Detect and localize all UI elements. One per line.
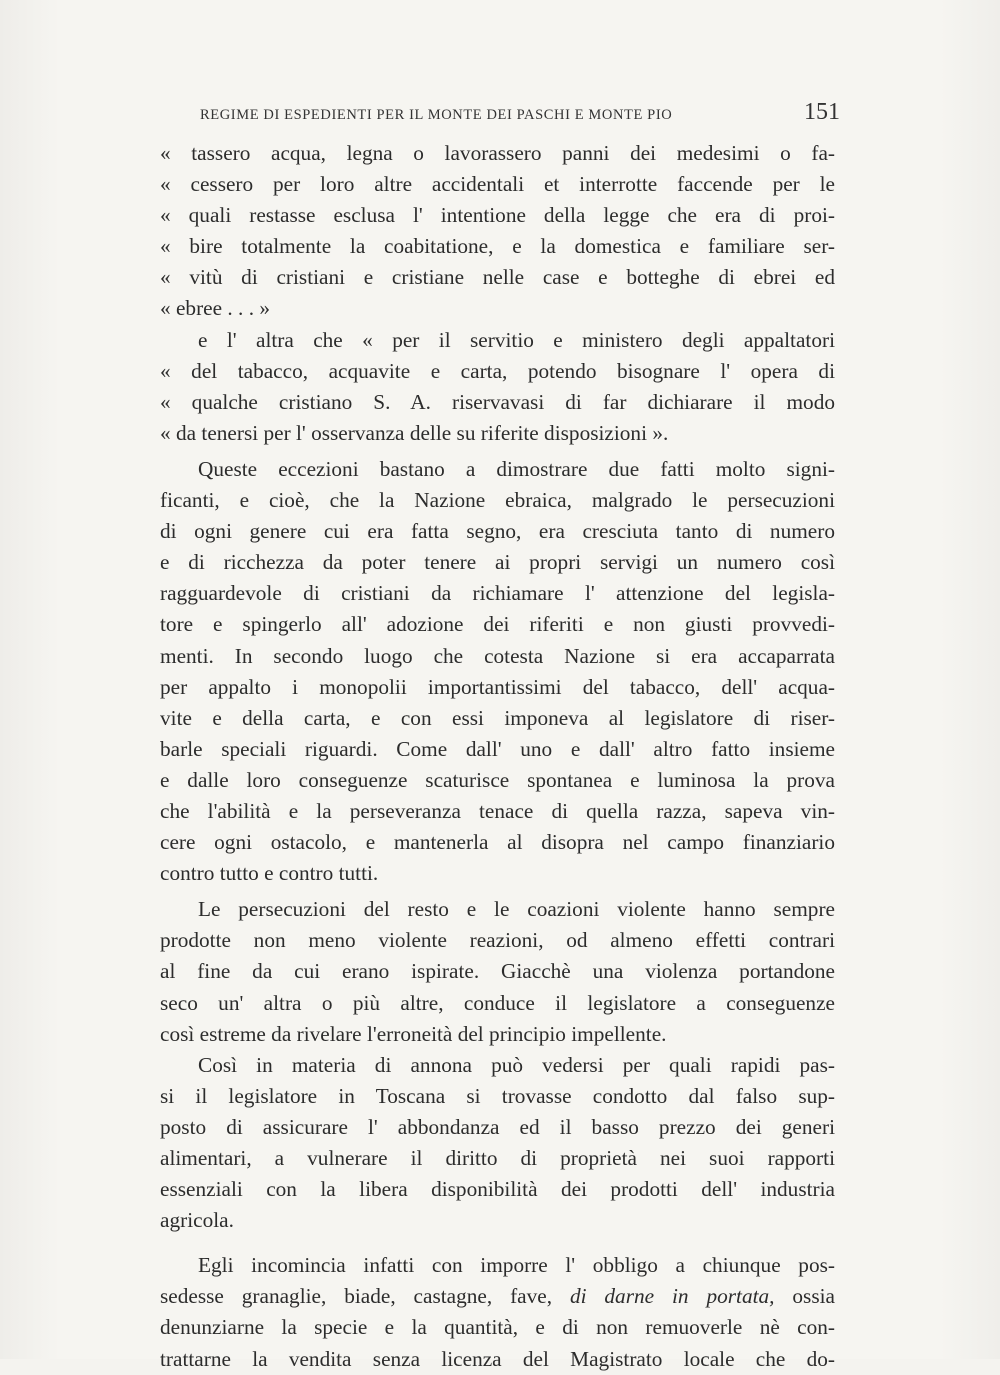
page-number: 151 — [804, 99, 840, 125]
text-line: ficanti, e cioè, che la Nazione ebraica, malgrado le persecuzioni — [160, 488, 835, 513]
text-line: ragguardevole di cristiani da richiamare l' attenzione del legisla- — [160, 581, 835, 606]
body-text — [160, 138, 835, 1375]
text-line: trattarne la vendita senza licenza del Magistrato locale che do- — [160, 1346, 835, 1371]
text-line: « cessero per loro altre accidentali et interrotte faccende per le — [160, 172, 835, 197]
text-segment: sedesse granaglie, biade, castagne, fave, — [160, 1284, 553, 1309]
text-line: di ogni genere cui era fatta segno, era cresciuta tanto di numero — [160, 519, 835, 544]
text-line: denunziarne la specie e la quantità, e di non remuoverle nè con- — [160, 1315, 835, 1340]
text-line: contro tutto e contro tutti. — [160, 861, 379, 886]
text-line: menti. In secondo luogo che cotesta Nazione si era accaparrata — [160, 643, 835, 668]
text-line: « quali restasse esclusa l' intentione della legge che era di proi- — [160, 203, 835, 228]
text-line: « qualche cristiano S. A. riservavasi di far dichiarare il modo — [160, 389, 835, 414]
text-segment: ossia — [792, 1284, 835, 1309]
text-line: posto di assicurare l' abbondanza ed il basso prezzo dei generi — [160, 1114, 835, 1139]
text-line: che l'abilità e la perseveranza tenace di quella razza, sapeva vin- — [160, 798, 835, 823]
text-line: « da tenersi per l' osservanza delle su riferite disposizioni ». — [160, 420, 669, 445]
text-line: prodotte non meno violente reazioni, od almeno effetti contrari — [160, 928, 835, 953]
text-line: cere ogni ostacolo, e mantenerla al disopra nel campo finanziario — [160, 830, 835, 855]
paragraph-start-line: Così in materia di annona può vedersi per quali rapidi pas- — [198, 1052, 835, 1077]
text-line: agricola. — [160, 1208, 234, 1233]
text-line: al fine da cui erano ispirate. Giacchè una violenza portandone — [160, 959, 835, 984]
text-line: così estreme da rivelare l'erroneità del principio impellente. — [160, 1021, 667, 1046]
paragraph-start-line: Egli incomincia infatti con imporre l' obbligo a chiunque pos- — [198, 1253, 835, 1278]
italic-phrase: di darne in portata, — [569, 1284, 775, 1309]
text-line: « ebree . . . » — [160, 296, 270, 321]
text-line: « tassero acqua, legna o lavorassero panni dei medesimi o fa- — [160, 141, 835, 165]
text-line: « bire totalmente la coabitatione, e la domestica e familiare ser- — [160, 234, 835, 259]
text-line: « vitù di cristiani e cristiane nelle case e botteghe di ebrei ed — [160, 265, 835, 290]
text-line: si il legislatore in Toscana si trovasse condotto dal falso sup- — [160, 1083, 835, 1108]
text-line: barle speciali riguardi. Come dall' uno e dall' altro fatto insieme — [160, 736, 835, 761]
page-header — [200, 99, 840, 131]
text-line: tore e spingerlo all' adozione dei riferiti e non giusti provvedi- — [160, 612, 835, 637]
text-line-mixed — [160, 1281, 835, 1312]
text-line: per appalto i monopolii importantissimi del tabacco, dell' acqua- — [160, 674, 835, 699]
text-line: e l' altra che « per il servitio e ministero degli appaltatori — [198, 327, 835, 352]
text-line: essenziali con la libera disponibilità dei prodotti dell' industria — [160, 1177, 835, 1202]
text-line: e dalle loro conseguenze scaturisce spontanea e luminosa la prova — [160, 767, 835, 792]
text-line: alimentari, a vulnerare il diritto di proprietà nei suoi rapporti — [160, 1146, 835, 1170]
paragraph-start-line: Le persecuzioni del resto e le coazioni violente hanno sempre — [198, 897, 835, 922]
text-line: seco un' altra o più altre, conduce il legislatore a conseguenze — [160, 990, 835, 1015]
paragraph-start-line: Queste eccezioni bastano a dimostrare due fatti molto signi- — [198, 456, 835, 481]
text-line: « del tabacco, acquavite e carta, potendo bisognare l' opera di — [160, 358, 835, 383]
text-line: vite e della carta, e con essi imponeva al legislatore di riser- — [160, 705, 835, 730]
text-line: e di ricchezza da poter tenere ai propri servigi un numero così — [160, 550, 835, 575]
running-title: REGIME DI ESPEDIENTI PER IL MONTE DEI PASCHI E MONTE PIO — [200, 107, 673, 123]
